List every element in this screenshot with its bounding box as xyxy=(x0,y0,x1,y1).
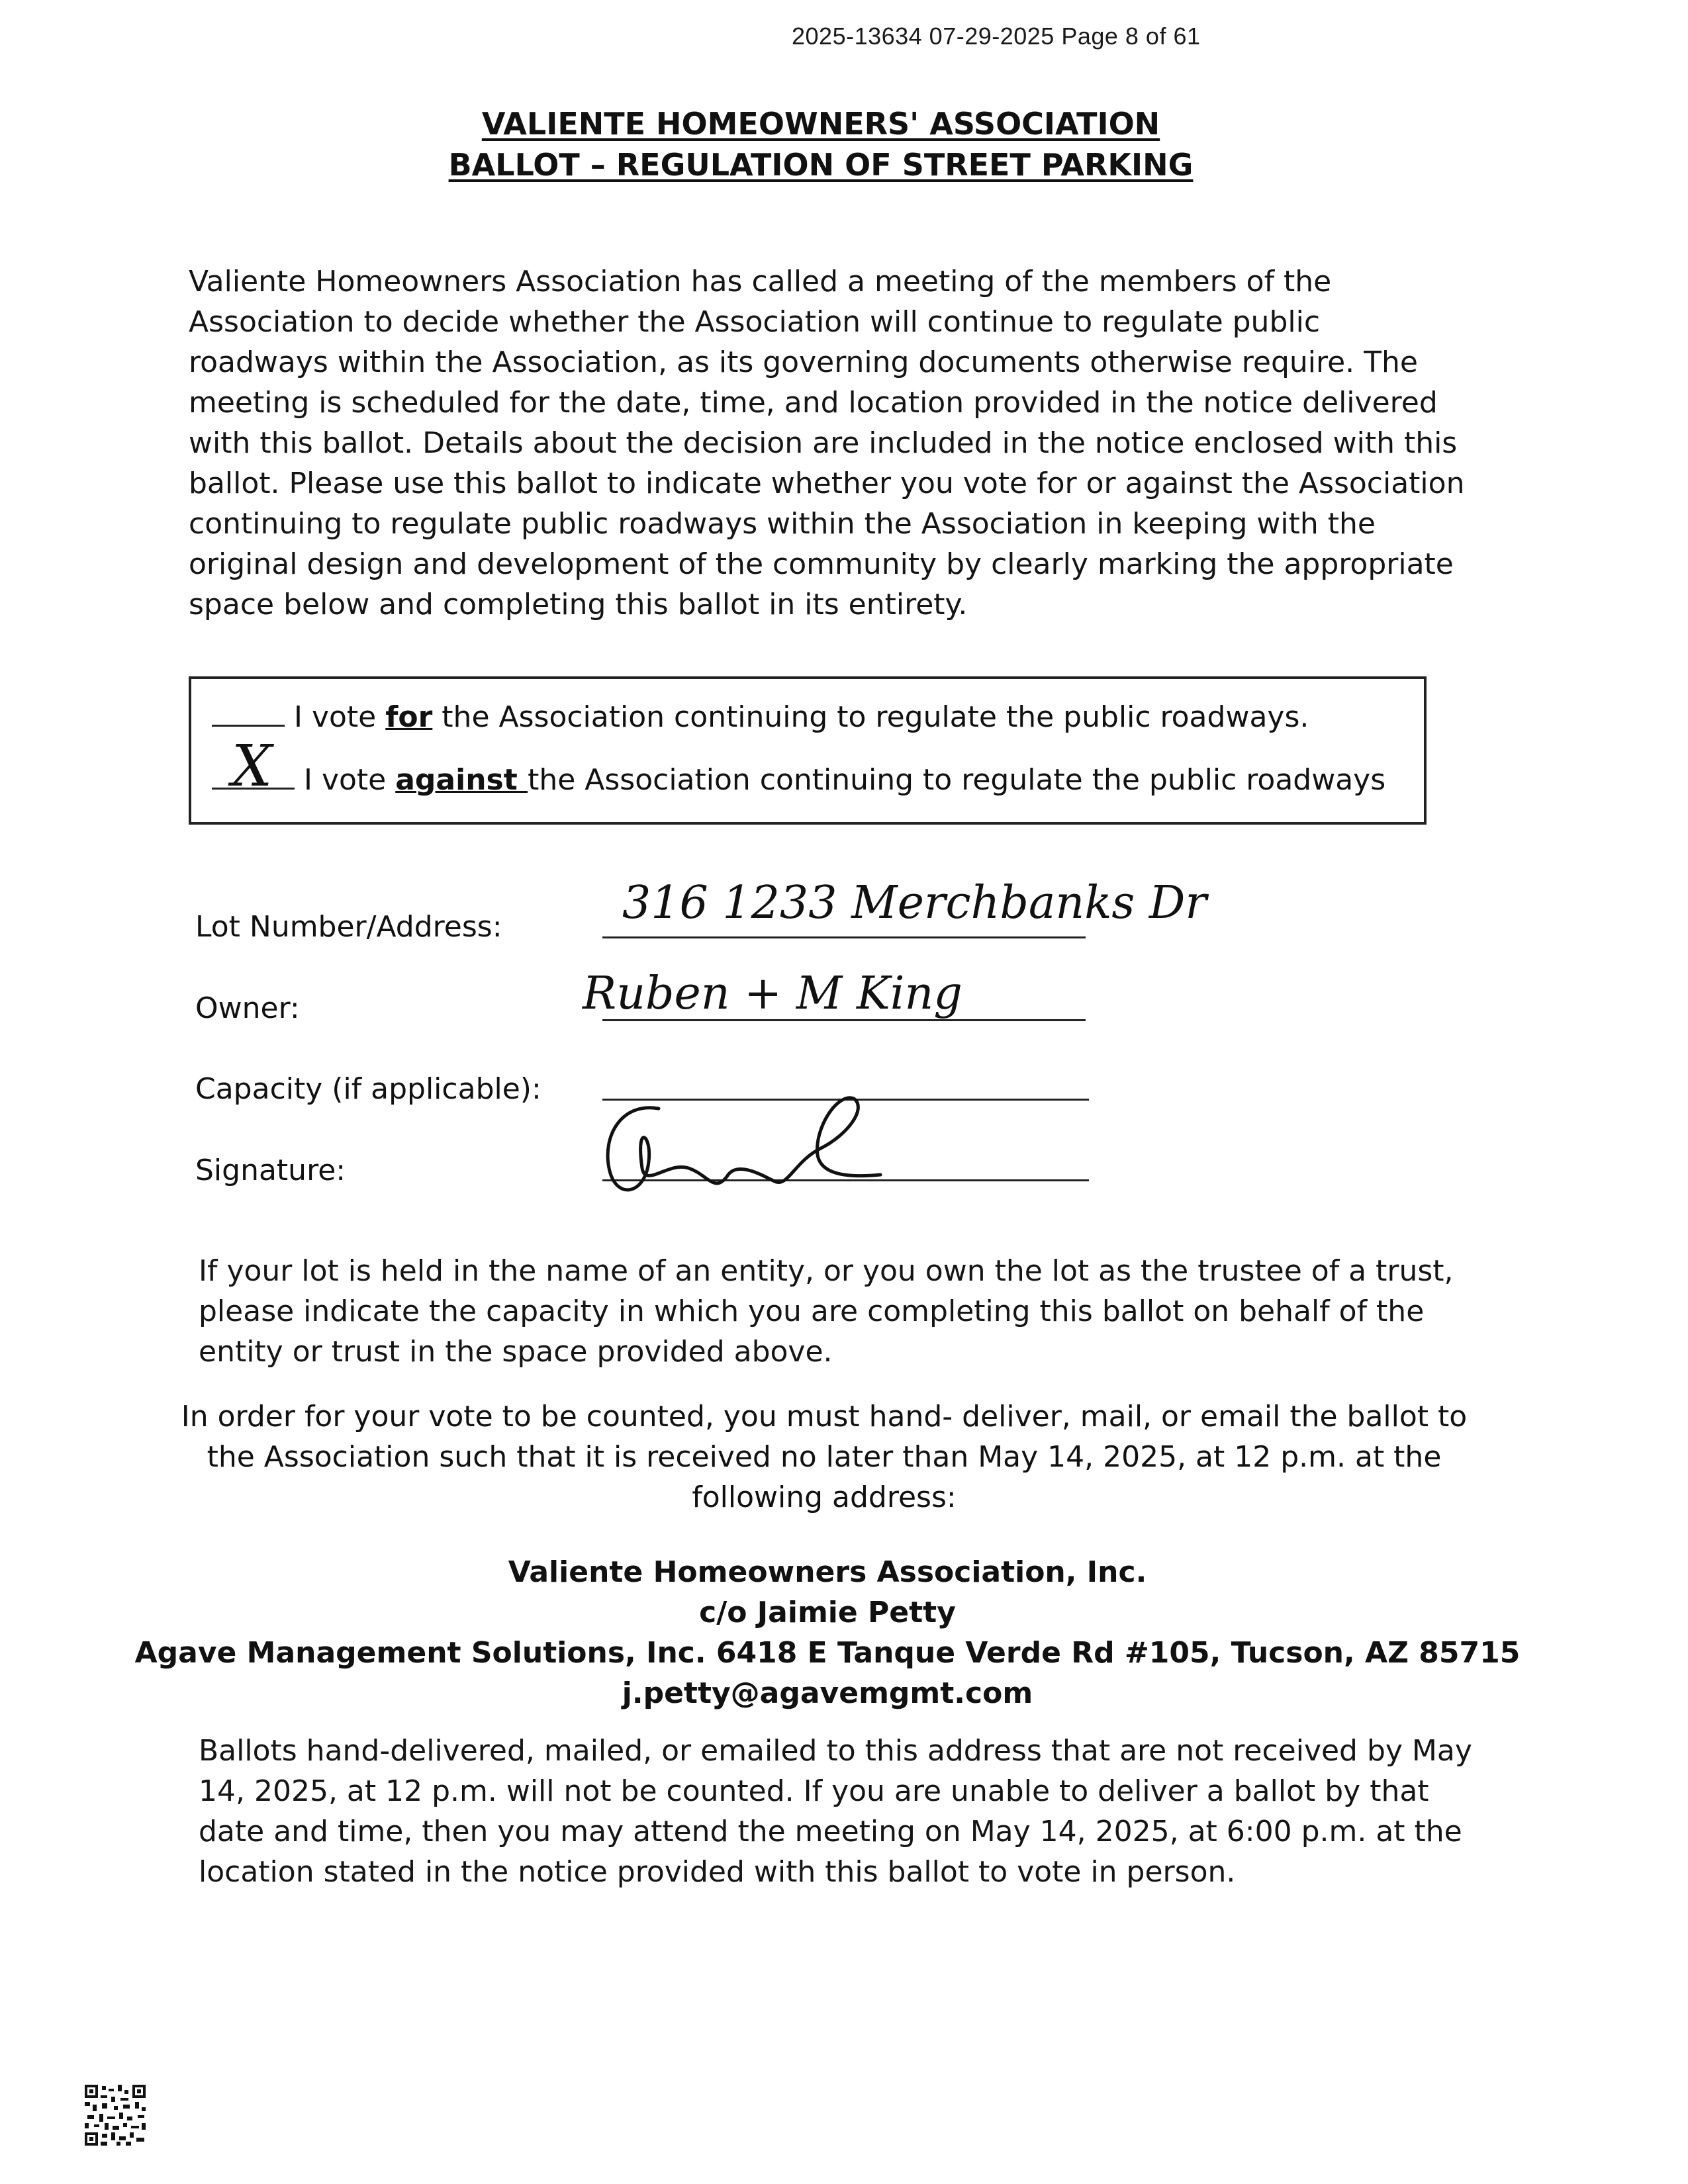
intro-line: roadways within the Association, as its governing documents otherwise require. The xyxy=(189,345,1418,379)
lot-label: Lot Number/Address: xyxy=(195,910,502,944)
intro-line: original design and development of the community by clearly marking the appropriate xyxy=(189,547,1454,581)
closing-line: Ballots hand-delivered, mailed, or emailed to this address that are not received by May xyxy=(199,1734,1472,1768)
delivery-line: following address: xyxy=(692,1480,957,1514)
lot-line[interactable] xyxy=(602,936,1086,938)
address-org: Valiente Homeowners Association, Inc. xyxy=(508,1555,1147,1589)
vote-for-option[interactable]: I vote for the Association continuing to regulate the public roadways. xyxy=(212,698,1309,734)
vote-for-keyword: for xyxy=(385,700,433,734)
signature-scribble xyxy=(596,1095,900,1208)
intro-line: Valiente Homeowners Association has called a meeting of the members of the xyxy=(189,265,1332,298)
address-email[interactable]: j.petty@agavemgmt.com xyxy=(622,1676,1033,1710)
closing-paragraph xyxy=(199,1731,1472,1892)
closing-line: date and time, then you may attend the meeting on May 14, 2025, at 6:00 p.m. at the xyxy=(199,1815,1462,1848)
intro-paragraph xyxy=(189,261,1464,625)
intro-line: with this ballot. Details about the decision are included in the notice enclosed with this xyxy=(189,426,1458,460)
entity-note xyxy=(199,1251,1454,1372)
vote-against-option[interactable]: X I vote against the Association continuing to regulate the public roadways xyxy=(212,761,1385,797)
title-association: VALIENTE HOMEOWNERS' ASSOCIATION xyxy=(481,106,1160,142)
vote-against-keyword: against xyxy=(395,763,528,797)
owner-label: Owner: xyxy=(195,991,300,1025)
intro-line: ballot. Please use this ballot to indicate whether you vote for or against the Association xyxy=(189,467,1465,500)
title-ballot: BALLOT – REGULATION OF STREET PARKING xyxy=(448,147,1194,183)
intro-line: space below and completing this ballot in its entirety. xyxy=(189,588,968,621)
delivery-note xyxy=(0,1396,1648,1518)
address-street: Agave Management Solutions, Inc. 6418 E Tanque Verde Rd #105, Tucson, AZ 85715 xyxy=(134,1636,1521,1670)
entity-line: please indicate the capacity in which you are completing this ballot on behalf of the xyxy=(199,1295,1425,1328)
intro-line: Association to decide whether the Association will continue to regulate public xyxy=(189,305,1321,339)
intro-line: meeting is scheduled for the date, time, and location provided in the notice delivered xyxy=(189,386,1438,420)
closing-line: location stated in the notice provided with this ballot to vote in person. xyxy=(199,1855,1236,1889)
address-attn: c/o Jaimie Petty xyxy=(699,1596,956,1629)
closing-line: 14, 2025, at 12 p.m. will not be counted. If you are unable to deliver a ballot by that xyxy=(199,1774,1429,1808)
owner-value: Ruben + M King xyxy=(583,968,962,1020)
delivery-line: the Association such that it is received no later than May 14, 2025, at 12 p.m. at the xyxy=(207,1440,1442,1474)
against-x-mark: X xyxy=(232,733,273,799)
entity-line: entity or trust in the space provided above. xyxy=(199,1335,833,1369)
barcode-icon xyxy=(85,2085,146,2146)
vote-for-blank[interactable] xyxy=(212,698,285,727)
vote-against-blank[interactable] xyxy=(212,733,295,799)
delivery-line: In order for your vote to be counted, you must hand- deliver, mail, or email the ballot to xyxy=(181,1400,1468,1433)
address-block xyxy=(0,1552,1655,1713)
signature-label: Signature: xyxy=(195,1154,346,1187)
intro-line: continuing to regulate public roadways within the Association in keeping with the xyxy=(189,507,1376,541)
document-stamp: 2025-13634 07-29-2025 Page 8 of 61 xyxy=(792,23,1201,50)
lot-value: 316 1233 Merchbanks Dr xyxy=(622,877,1207,929)
entity-line: If your lot is held in the name of an entity, or you own the lot as the trustee of a trust, xyxy=(199,1254,1454,1288)
capacity-label: Capacity (if applicable): xyxy=(195,1072,541,1106)
